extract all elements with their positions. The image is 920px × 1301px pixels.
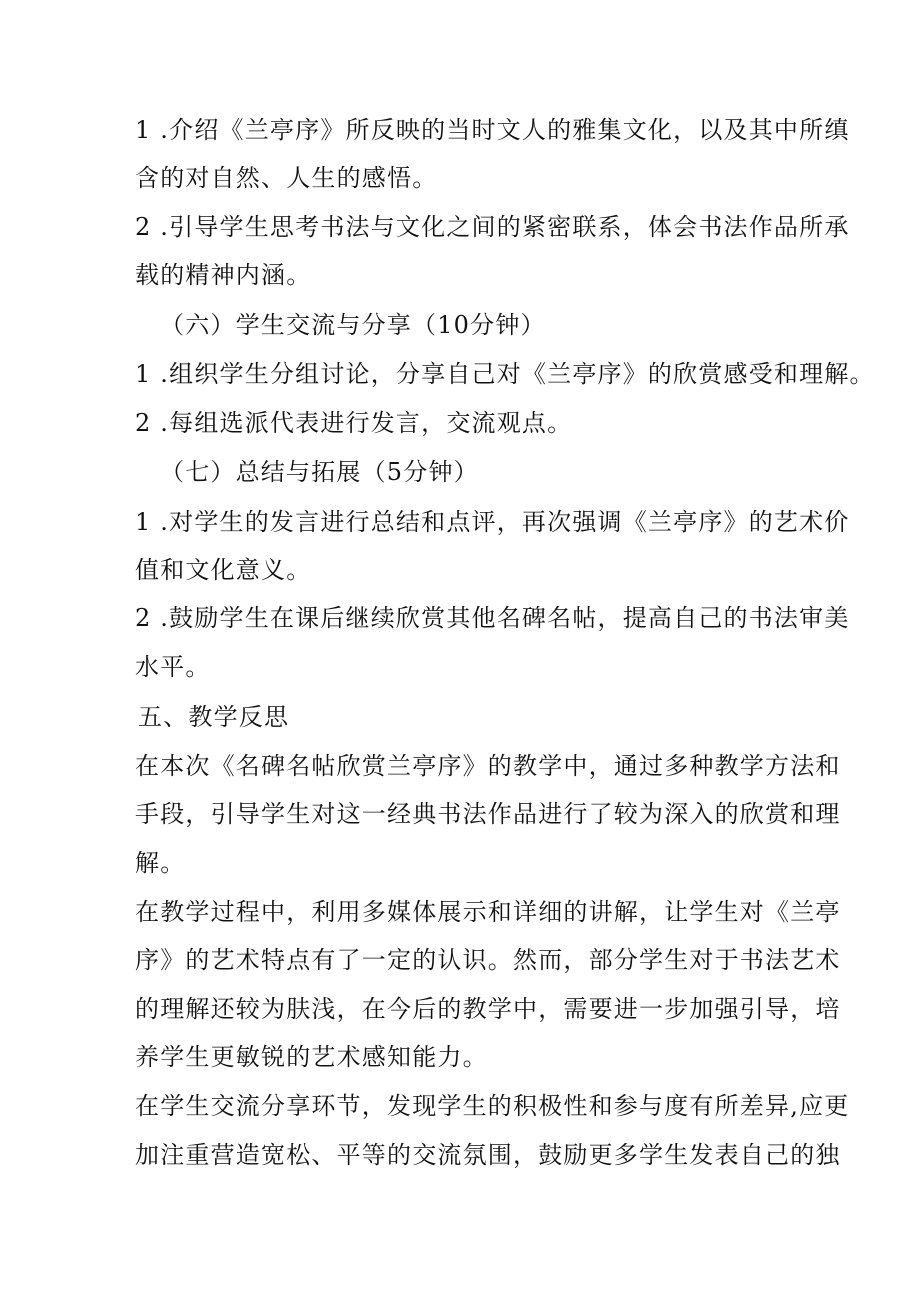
text-line-22: 加注重营造宽松、平等的交流氛围，鼓励更多学生发表自己的独: [135, 1141, 841, 1169]
text-line-17: 在教学过程中，利用多媒体展示和详细的讲解，让学生对《兰亭: [135, 898, 841, 926]
section-heading-6: （六）学生交流与分享（10分钟）: [160, 311, 546, 339]
text-line-4: 载的精神内涵。: [135, 261, 312, 289]
text-line-16: 解。: [135, 849, 186, 877]
text-line-20: 养学生更敏锐的艺术感知能力。: [135, 1043, 488, 1071]
text-line-21: 在学生交流分享环节，发现学生的积极性和参与度有所差异,应更: [135, 1092, 850, 1120]
text-line-3: 2 .引导学生思考书法与文化之间的紧密联系，体会书法作品所承: [135, 213, 850, 241]
text-line-6: 1 .组织学生分组讨论，分享自己对《兰亭序》的欣赏感受和理解。: [135, 360, 875, 388]
text-line-10: 值和文化意义。: [135, 556, 312, 584]
text-line-14: 在本次《名碑名帖欣赏兰亭序》的教学中，通过多种教学方法和: [135, 752, 841, 780]
section-heading-7: （七）总结与拓展（5分钟）: [160, 458, 479, 486]
text-line-7: 2 .每组选派代表进行发言，交流观点。: [135, 409, 573, 437]
text-line-18: 序》的艺术特点有了一定的认识。然而，部分学生对于书法艺术: [135, 946, 841, 974]
text-line-9: 1 .对学生的发言进行总结和点评，再次强调《兰亭序》的艺术价: [135, 508, 850, 536]
text-line-15: 手段，引导学生对这一经典书法作品进行了较为深入的欣赏和理: [135, 800, 841, 828]
text-line-19: 的理解还较为肤浅，在今后的教学中，需要进一步加强引导，培: [135, 995, 841, 1023]
text-line-12: 水平。: [135, 653, 211, 681]
chapter-heading-5: 五、教学反思: [138, 703, 290, 731]
text-line-11: 2 .鼓励学生在课后继续欣赏其他名碑名帖，提高自己的书法审美: [135, 604, 850, 632]
text-line-1: 1 .介绍《兰亭序》所反映的当时文人的雅集文化，以及其中所缜: [135, 116, 850, 144]
text-line-2: 含的对自然、人生的感悟。: [135, 164, 438, 192]
